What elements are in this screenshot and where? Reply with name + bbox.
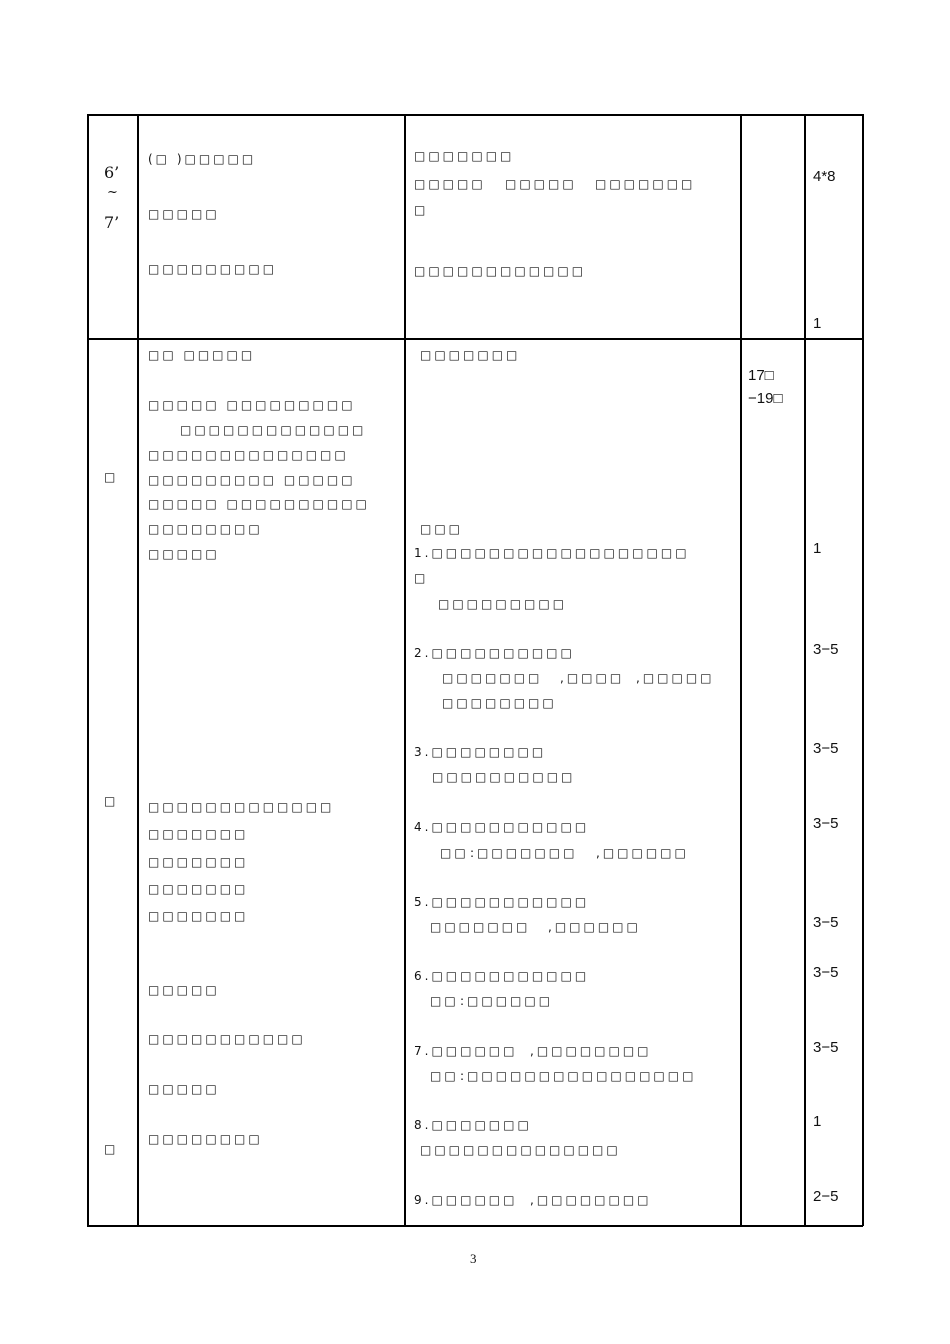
table-left-border (87, 114, 89, 1226)
row2-content-line: □□□□□ □□□□□□□□□□ (148, 497, 370, 511)
row2-quantity: 3−5 (813, 964, 839, 981)
row2-method-line: □□ (440, 846, 469, 860)
row2-method-line: :□□□□□□ (460, 994, 554, 1008)
row2-method-line: 7.□□□□□□ (414, 1044, 518, 1058)
row2-method-line: □□ (430, 1069, 459, 1083)
row2-method-line: ,□□□□ (560, 671, 625, 685)
row2-content-line: □□□□□ □□□□□□□□□ (148, 398, 356, 412)
row1-content-line: (□ )□□□□□ (148, 152, 257, 166)
row2-part-label: □ (104, 1142, 119, 1156)
row-divider (87, 338, 863, 340)
row2-time: −19□ (748, 390, 783, 407)
row2-content-line: □□□□□□□□□□□□□□ (148, 448, 349, 462)
row2-method-line: □□□□□□□ (420, 348, 521, 362)
row1-time-end: 7’ (104, 213, 120, 232)
page-number: 3 (470, 1251, 477, 1266)
row2-quantity: 3−5 (813, 815, 839, 832)
row2-method-line: :□□□□□□□□□□□□□□□□ (460, 1069, 697, 1083)
row2-content-line: □□□□□□□ (148, 909, 249, 923)
row1-content-line: □□□□□ (148, 207, 220, 221)
row2-content-line: □□□□□ (148, 983, 220, 997)
row2-content-line: □□□□□□□□□ □□□□□ (148, 473, 356, 487)
row2-content-line: □□□□□□□□□□□ (148, 1032, 306, 1046)
row1-method-line: □□□□□□□ (595, 177, 696, 191)
row2-method-line: 3.□□□□□□□□ (414, 745, 547, 759)
row2-method-line: ,□□□□□□ (596, 846, 689, 860)
row1-method-line: □□□□□□□ (414, 149, 515, 163)
row1-method-line: □□□□□ (414, 177, 486, 191)
row2-content-line: □□□□□□□□□□□□□ (180, 423, 367, 437)
row2-content-line: □□□□□□□□ (148, 522, 263, 536)
row2-quantity: 3−5 (813, 914, 839, 931)
column-divider-3 (740, 114, 742, 1226)
row1-content-line: □□□□□□□□□ (148, 262, 278, 276)
row2-method-line: 2.□□□□□□□□□□ (414, 646, 575, 660)
row1-method-line: □□□□□ (505, 177, 577, 191)
row2-method-line: □□□□□□□□□ (438, 597, 568, 611)
row1-method-line: □□□□□□□□□□□□ (414, 264, 587, 278)
row2-content-line: □□□□□□□ (148, 882, 249, 896)
row2-content-line: □□ □□□□□ (148, 348, 256, 362)
row1-time-start: 6’ (104, 163, 120, 182)
row2-method-line: 6.□□□□□□□□□□□ (414, 969, 590, 983)
row2-method-line: □□□□□□□ (442, 671, 543, 685)
row2-time: 17□ (748, 367, 774, 384)
row2-method-line: □□□□□□□□ (442, 696, 557, 710)
row2-content-line: □□□□□□□□ (148, 1132, 263, 1146)
row2-method-line: :□□□□□□□ (470, 846, 578, 860)
row2-content-line: □□□□□ (148, 1082, 220, 1096)
row2-method-line: ,□□□□□□□□ (530, 1044, 652, 1058)
row2-method-line: □□□□□□□□□□ (432, 770, 576, 784)
row2-method-line: 8.□□□□□□□ (414, 1118, 532, 1132)
row2-method-line: ,□□□□□ (636, 671, 715, 685)
row2-quantity: 1 (813, 1113, 822, 1130)
row1-quantity: 1 (813, 315, 822, 332)
row2-content-line: □□□□□ (148, 547, 220, 561)
row2-content-line: □□□□□□□ (148, 827, 249, 841)
row1-time-tilde: ~ (107, 185, 118, 200)
row2-method-line: 5.□□□□□□□□□□□ (414, 895, 590, 909)
row2-content-line: □□□□□□□□□□□□□ (148, 800, 335, 814)
column-divider-1 (137, 114, 139, 1226)
row2-quantity: 3−5 (813, 1039, 839, 1056)
table-bottom-border (87, 1225, 863, 1227)
row2-part-label: □ (104, 794, 119, 808)
row2-method-line: □□□□□□□ (430, 920, 531, 934)
table-top-border (87, 114, 863, 116)
row2-method-line: □□□ (420, 522, 464, 536)
row2-method-line: ,□□□□□□ (548, 920, 641, 934)
row2-method-line: □□ (430, 994, 459, 1008)
row2-quantity: 1 (813, 540, 822, 557)
column-divider-4 (804, 114, 806, 1226)
row2-method-line: ,□□□□□□□□ (530, 1193, 652, 1207)
table-right-border (862, 114, 864, 1226)
row2-content-line: □□□□□□□ (148, 855, 249, 869)
row2-quantity: 3−5 (813, 641, 839, 658)
row2-method-line: □ (414, 571, 429, 585)
row1-method-line: □ (414, 203, 429, 217)
row2-method-line: 1.□□□□□□□□□□□□□□□□□□ (414, 546, 690, 560)
row2-quantity: 3−5 (813, 740, 839, 757)
row2-part-label: □ (104, 470, 119, 484)
column-divider-2 (404, 114, 406, 1226)
row2-method-line: 4.□□□□□□□□□□□ (414, 820, 590, 834)
row2-method-line: 9.□□□□□□ (414, 1193, 518, 1207)
row2-quantity: 2−5 (813, 1188, 839, 1205)
row2-method-line: □□□□□□□□□□□□□□ (420, 1143, 621, 1157)
row1-quantity: 4*8 (813, 168, 836, 185)
